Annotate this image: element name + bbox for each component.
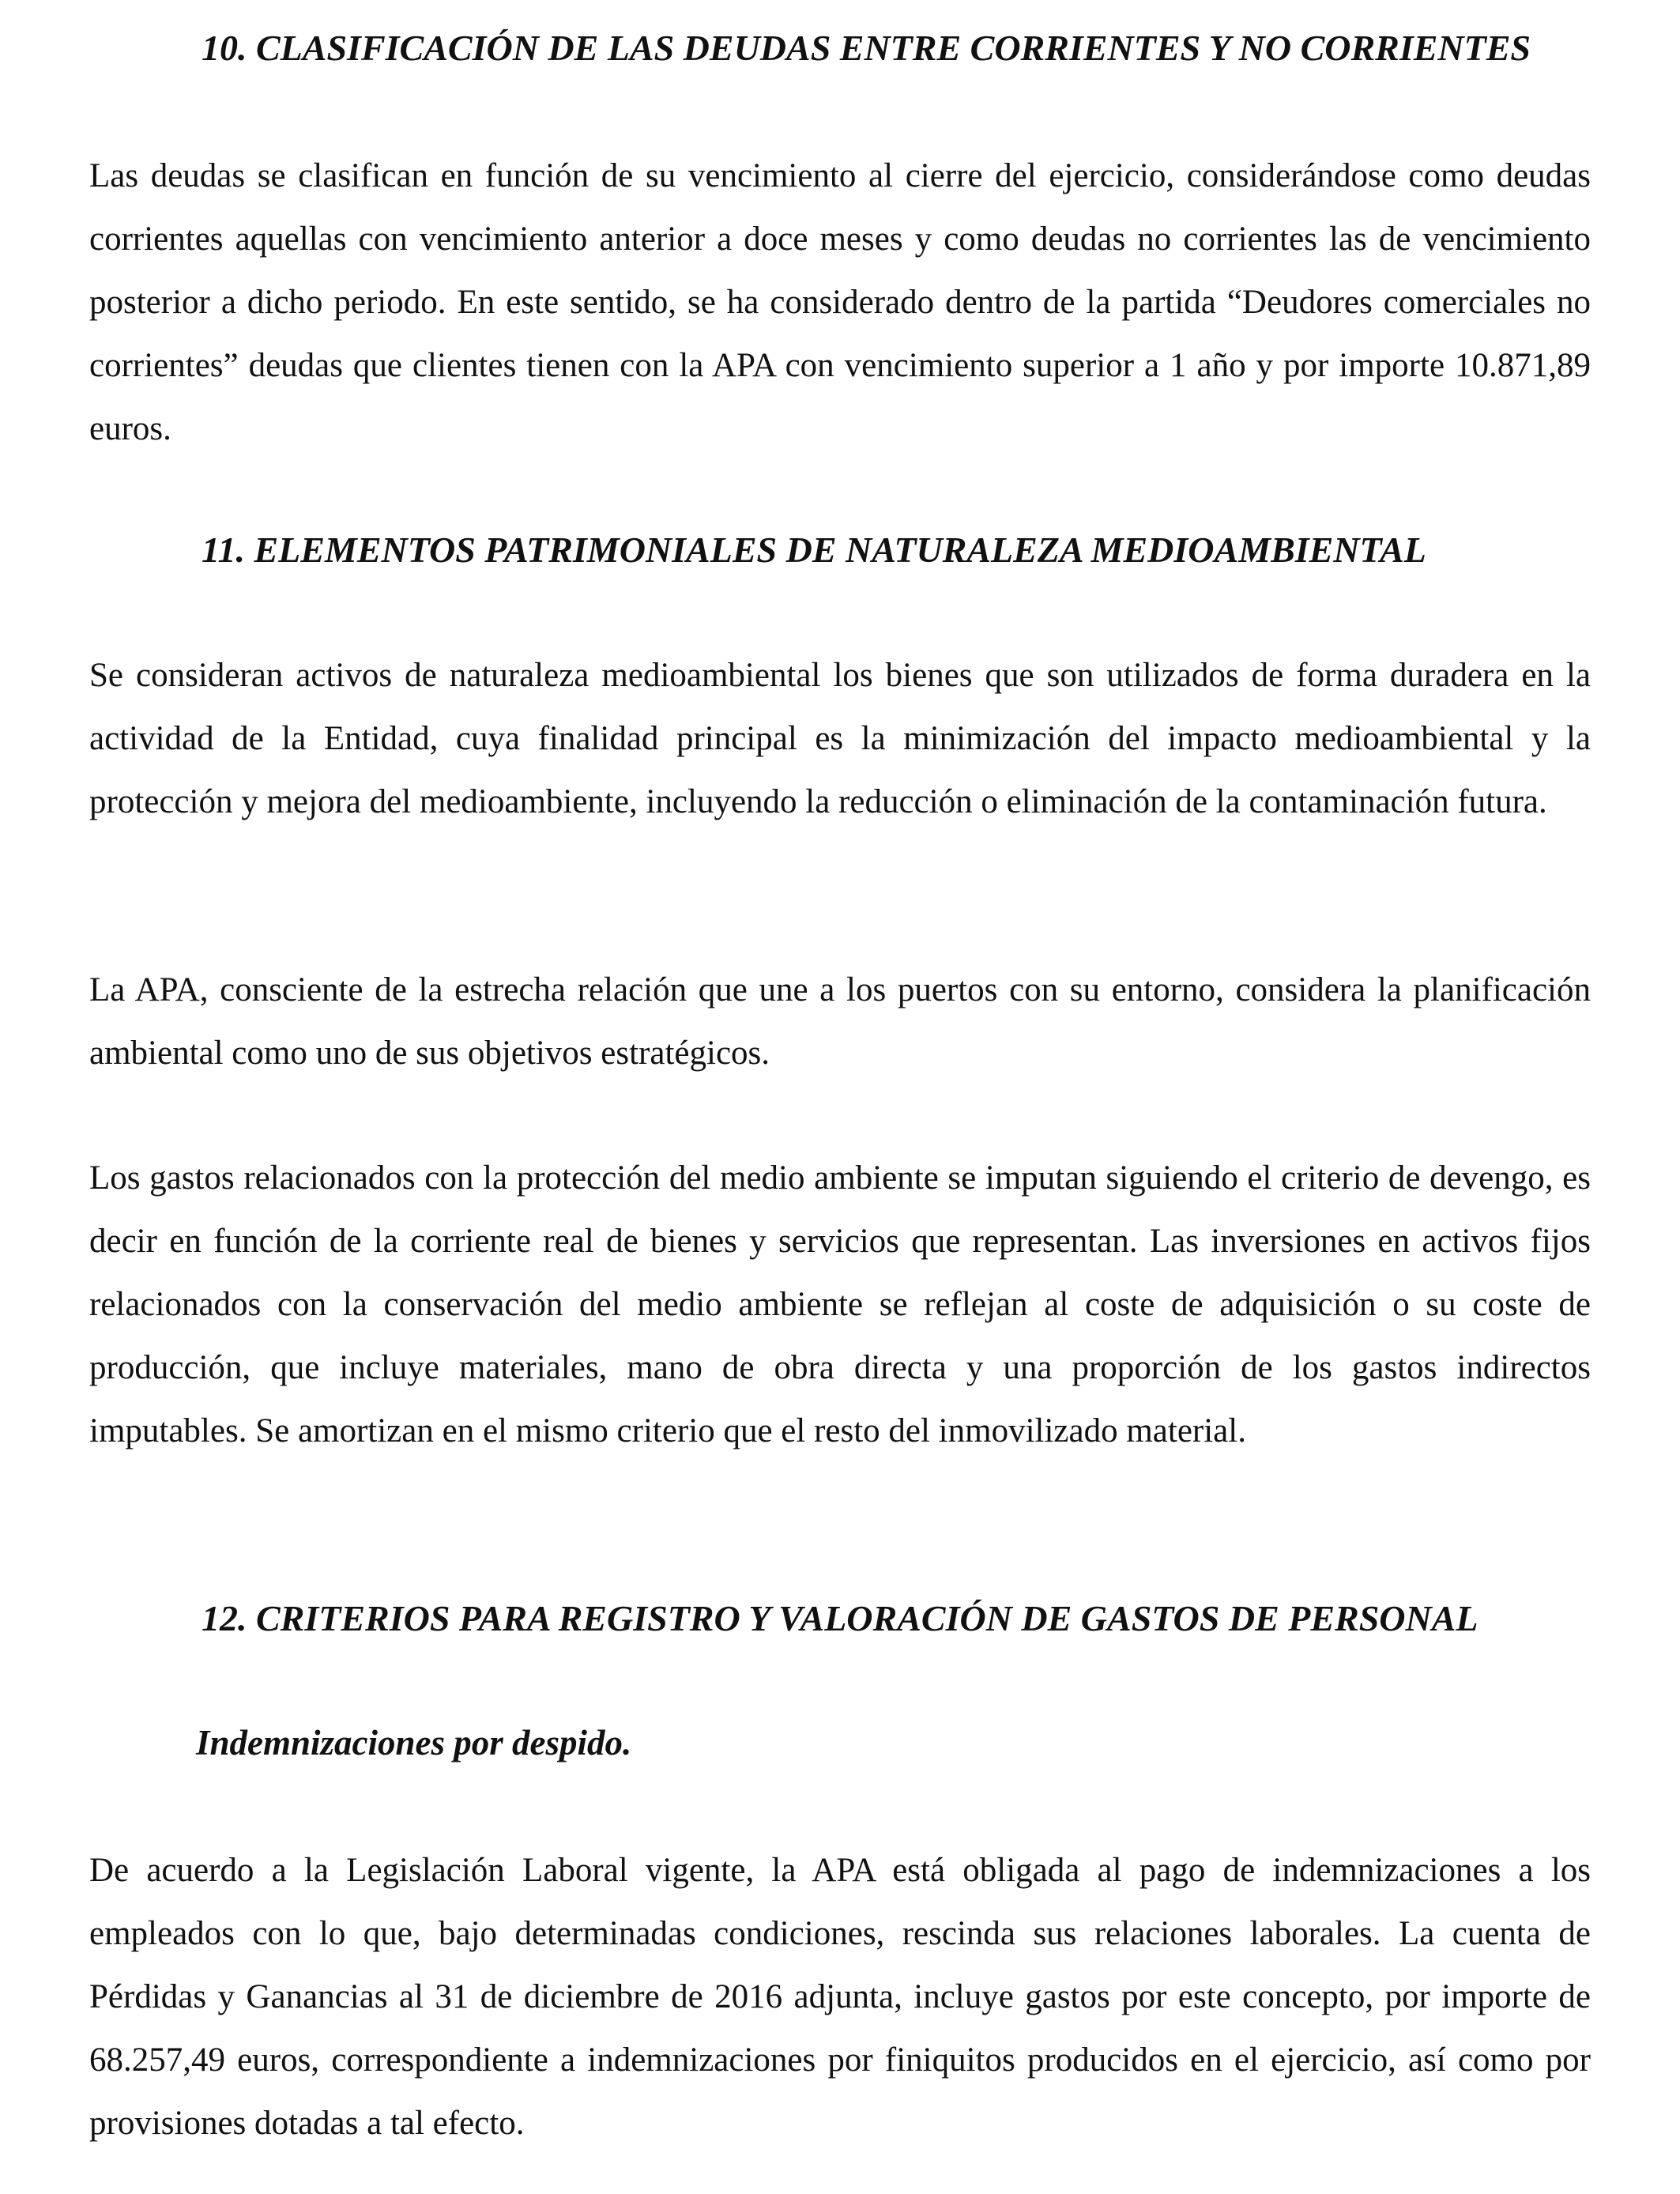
section-11-paragraph-3: Los gastos relacionados con la protección del medio ambiente se imputan siguiendo el criterio de devengo, es decir en función de la corriente real de bienes y servicios que representan. Las inversiones en activos fijos relacionados con la conservación del medio ambiente se reflejan al coste de adquisición o su coste de producción, que incluye materiales, mano de obra directa y una proporción de los gastos indirectos imputables. Se amortizan en el mismo criterio que el resto del inmovilizado material. xyxy=(89,1159,1591,1449)
section-12-paragraph: De acuerdo a la Legislación Laboral vigente, la APA está obligada al pago de indemnizaciones a los empleados con lo que, bajo determinadas condiciones, rescinda sus relaciones laborales. La cuenta de Pérdidas y Ganancias al 31 de diciembre de 2016 adjunta, incluye gastos por este concepto, por importe de 68.257,49 euros, correspondiente a indemnizaciones por finiquitos producidos en el ejercicio, así como por provisiones dotadas a tal efecto. xyxy=(89,1852,1591,2142)
section-10-heading: 10. CLASIFICACIÓN DE LAS DEUDAS ENTRE CORRIENTES Y NO CORRIENTES xyxy=(202,28,1531,68)
section-10-paragraph: Las deudas se clasifican en función de su vencimiento al cierre del ejercicio, considerándose como deudas corrientes aquellas con vencimiento anterior a doce meses y como deudas no corrientes las de vencimiento posterior a dicho periodo. En este sentido, se ha considerado dentro de la partida “Deudores comerciales no corrientes” deudas que clientes tienen con la APA con vencimiento superior a 1 año y por importe 10.871,89 euros. xyxy=(89,157,1591,447)
section-11-paragraph-2: La APA, consciente de la estrecha relación que une a los puertos con su entorno, considera la planificación ambiental como uno de sus objetivos estratégicos. xyxy=(89,971,1591,1072)
section-11-heading: 11. ELEMENTOS PATRIMONIALES DE NATURALEZA MEDIOAMBIENTAL xyxy=(202,530,1426,570)
section-12-heading: 12. CRITERIOS PARA REGISTRO Y VALORACIÓN DE GASTOS DE PERSONAL xyxy=(202,1598,1478,1638)
section-11-paragraph-1: Se consideran activos de naturaleza medioambiental los bienes que son utilizados de forma duradera en la actividad de la Entidad, cuya finalidad principal es la minimización del impacto medioambiental y la protección y mejora del medioambiente, incluyendo la reducción o eliminación de la contaminación futura. xyxy=(89,657,1591,820)
section-12-subheading: Indemnizaciones por despido. xyxy=(196,1723,632,1762)
